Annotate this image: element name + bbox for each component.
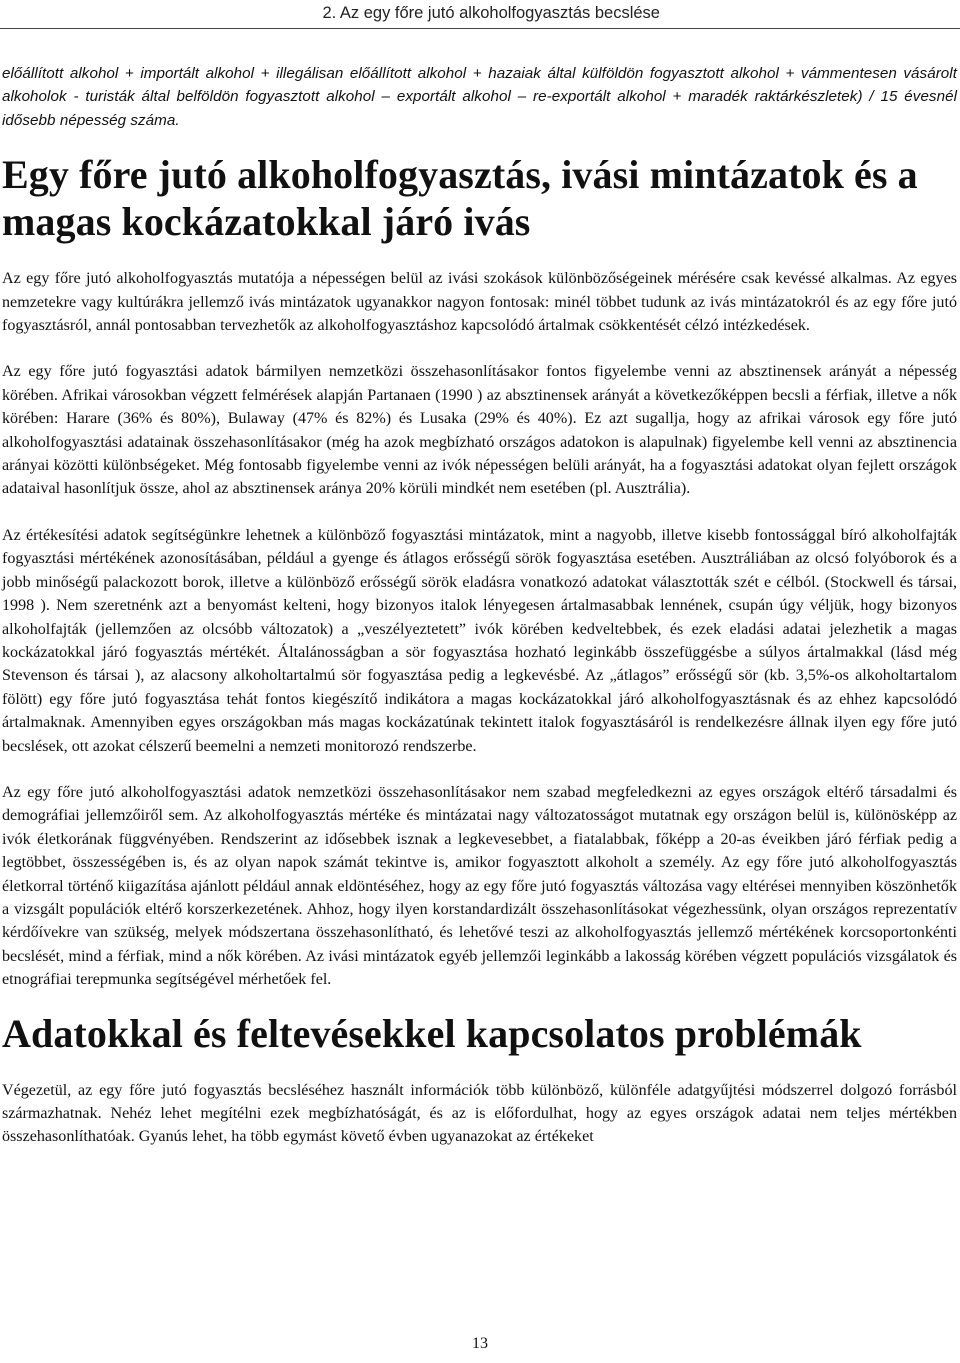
section-heading-data-problems: Adatokkal és feltevésekkel kapcsolatos problémák <box>2 1010 862 1056</box>
running-header: 2. Az egy főre jutó alkoholfogyasztás becslése <box>0 0 960 29</box>
body-paragraph: Az értékesítési adatok segítségünkre lehetnek a különböző fogyasztási mintázatok, mint a nagyobb, illetve kisebb fontossággal bíró alkoholfajták fogyasztási mértékének azonosításában, például a gyenge és átlagos erősségű sörök fogyasztása esetében. Ausztráliában az olcsó folyóborok és a jobb minőségű palackozott borok, illetve a különböző erősségű sörök eladásra vonatkozó adatokat választották szét e célból. (Stockwell és társai, 1998 ). Nem szeretnénk azt a benyomást kelteni, hogy bizonyos italok lényegesen ártalmasabbak lennének, csupán úgy véljük, hogy bizonyos alkoholfajták (jellemzően az olcsóbb változatok) a „veszélyeztetett” ivók körében kedveltebbek, és ezek eladási adatai jelezhetik a magas kockázatokkal járó fogyasztás mértékét. Általánosságban a sör fogyasztása hozható leginkább összefüggésbe a súlyos ártalmakkal (lásd még Stevenson és társai ), az alacsony alkoholtartalmú sör fogyasztása pedig a legkevésbé. Az „átlagos” erősségű sör (kb. 3,5%-os alkoholtartalom fölött) egy főre jutó fogyasztása tehát fontos kiegészítő indikátora a magas kockázatokkal járó alkoholfogyasztásnak és az ehhez kapcsolódó ártalmaknak. Amennyiben egyes országokban más magas kockázatúnak tekintett italok fogyasztásáról is rendelkezésre állnak ilyen egy főre jutó becslések, ott azokat célszerű beemelni a nemzeti monitorozó rendszerbe. <box>2 526 957 755</box>
body-paragraph: Végezetül, az egy főre jutó fogyasztás becsléséhez használt információk több különböző, különféle adatgyűjtési módszerrel dolgozó forrásból származhatnak. Nehéz lehet megítélni ezek megbízhatóságát, és az is előfordulhat, hogy az egyes országok adatai nem teljes mértékben összehasonlíthatóak. Gyanús lehet, ha több egymást követő évben ugyanazokat az értékeket <box>2 1081 957 1146</box>
body-paragraph: Az egy főre jutó alkoholfogyasztás mutatója a népességen belül az ivási szokások különbözőségeinek mérésére csak kevéssé alkalmas. Az egyes nemzetekre vagy kultúrákra jellemző ivás mintázatok ugyanakkor nagyon fontosak: minél többet tudunk az ivás mintázatokról és az egy főre jutó fogyasztásról, annál pontosabban tervezhetők az alkoholfogyasztáshoz kapcsolódó ártalmak csökkentését célzó intézkedések. <box>2 270 957 335</box>
paragraph-gap <box>2 758 957 781</box>
body-paragraph: Az egy főre jutó alkoholfogyasztási adatok nemzetközi összehasonlításakor nem szabad megfeledkezni az egyes országok eltérő társadalmi és demográfiai jellemzőiről sem. Az alkoholfogyasztás mértéke és mintázatai nagy változatosságot mutatnak egy országon belül is, különösképp az ivók életkorának függvényében. Rendszerint az idősebbek isznak a legkevesebbet, a fiatalabbak, főképp a 20-as éveikben járó férfiak pedig a legtöbbet, összességében is, és az olyan napok számát tekintve is, amikor fogyasztott alkoholt a személy. Az egy főre jutó alkoholfogyasztás életkorral történő kiigazítása ajánlott például annak eldöntéséhez, hogy az egy főre jutó fogyasztás változása vagy eltérései mennyiben köszönhetők a vizsgált populációk eltérő korszerkezetének. Ahhoz, hogy ilyen korstandardizált összehasonlításokat végezhessünk, olyan országos reprezentatív kérdőívekre van szükség, melyek módszertana összehasonlítható, és lehetővé teszi az alkoholfogyasztás jellemző mértékének korcsoportonkénti becslését, mind a férfiak, mind a nők körében. Az ivási mintázatok egyéb jellemzői leginkább a lakosság körében végzett populációs vizsgálatok és etnográfiai terepmunka segítségével mérhetőek fel. <box>2 783 957 989</box>
paragraph-gap <box>2 337 957 360</box>
paragraph-gap <box>2 501 957 524</box>
intro-formula-text: előállított alkohol + importált alkohol + illegálisan előállított alkohol + hazaiak által külföldön fogyasztott alkohol + vámmentesen vásárolt alkoholok - turisták által belföldön fogyasztott alkohol – exportált alkohol – re-exportált alkohol + maradék raktárkészletek) / 15 évesnél idősebb népesség száma. <box>2 65 957 129</box>
section-heading-consumption-patterns: Egy főre jutó alkoholfogyasztás, ivási mintázatok és a magas kockázatokkal járó ivás <box>2 152 918 245</box>
page-number: 13 <box>472 1335 488 1352</box>
page-content <box>2 62 957 1149</box>
body-paragraph: Az egy főre jutó fogyasztási adatok bármilyen nemzetközi összehasonlításakor fontos figyelembe venni az absztinensek arányát a népesség körében. Afrikai városokban végzett felmérések alapján Partanaen (1990 ) az absztinensek arányát a következőképpen becsli a férfiak, illetve a nők körében: Harare (36% és 80%), Bulaway (47% és 82%) és Lusaka (29% és 40%). Ez azt sugallja, hogy az afrikai városok egy főre jutó alkoholfogyasztási adatainak összehasonlításakor (még ha azok megbízható országos adatokon is alapulnak) figyelembe kell venni az absztinencia arányai közötti különbségeket. Még fontosabb figyelembe venni az ivók népességen belüli arányát, ha a fogyasztási adatokat olyan fejlett országok adataival hasonlítjuk össze, ahol az absztinensek aránya 20% körüli mindkét nem esetében (pl. Ausztrália). <box>2 363 957 498</box>
